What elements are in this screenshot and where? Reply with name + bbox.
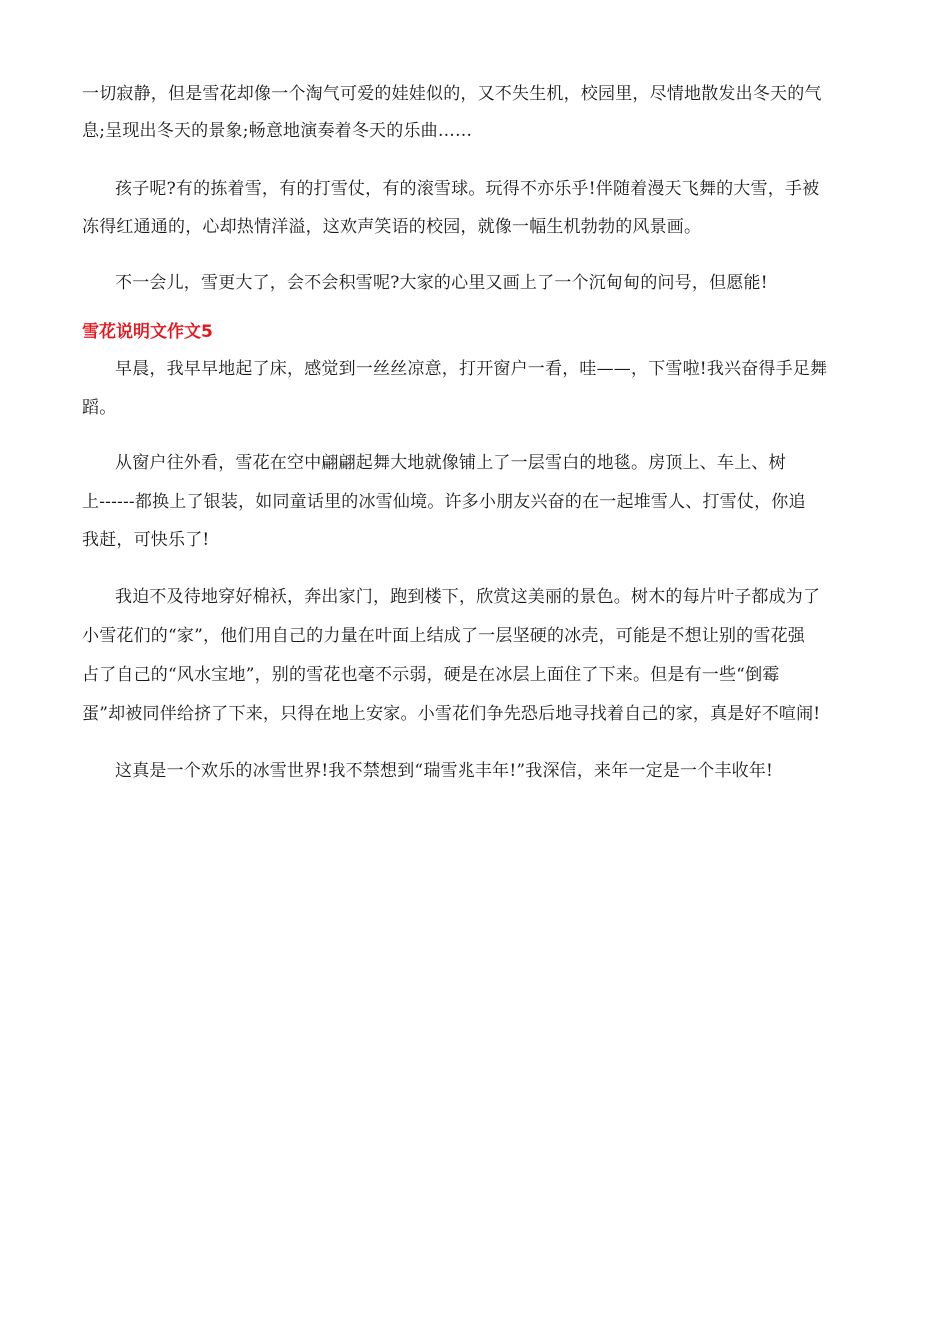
text-line: 小雪花们的“家”，他们用自己的力量在叶面上结成了一层坚硬的冰壳，可能是不想让别的雪花强 xyxy=(82,626,805,646)
text-line: 蛋”却被同伴给挤了下来，只得在地上安家。小雪花们争先恐后地寻找着自己的家，真是好不喧闹! xyxy=(82,704,821,724)
text-line: 我赶，可快乐了! xyxy=(82,530,210,550)
text-line: 早晨，我早早地起了床，感觉到一丝丝凉意，打开窗户一看，哇——，下雪啦!我兴奋得手足舞 xyxy=(115,359,828,379)
text-line: 不一会儿，雪更大了，会不会积雪呢?大家的心里又画上了一个沉甸甸的问号，但愿能! xyxy=(115,273,768,293)
text-line: 占了自己的“风水宝地”，别的雪花也毫不示弱，硬是在冰层上面住了下来。但是有一些“倒霉 xyxy=(82,665,780,685)
text-line: 从窗户往外看，雪花在空中翩翩起舞大地就像铺上了一层雪白的地毯。房顶上、车上、树 xyxy=(115,453,786,473)
text-line: 息;呈现出冬天的景象;畅意地演奏着冬天的乐曲…… xyxy=(82,121,473,141)
section-heading: 雪花说明文作文5 xyxy=(82,322,213,342)
text-line: 一切寂静，但是雪花却像一个淘气可爱的娃娃似的，又不失生机，校园里，尽情地散发出冬天的气 xyxy=(82,84,822,104)
text-line: 上------都换上了银装，如同童话里的冰雪仙境。许多小朋友兴奋的在一起堆雪人、打雪仗，你追 xyxy=(82,492,806,512)
text-line: 孩子呢?有的拣着雪，有的打雪仗，有的滚雪球。玩得不亦乐乎!伴随着漫天飞舞的大雪，手被 xyxy=(115,179,820,199)
text-line: 冻得红通通的，心却热情洋溢，这欢声笑语的校园，就像一幅生机勃勃的风景画。 xyxy=(82,217,702,237)
text-line: 这真是一个欢乐的冰雪世界!我不禁想到“瑞雪兆丰年!”我深信，来年一定是一个丰收年! xyxy=(115,761,774,781)
text-line: 我迫不及待地穿好棉袄，奔出家门，跑到楼下，欣赏这美丽的景色。树木的每片叶子都成为了 xyxy=(115,587,821,607)
text-line: 蹈。 xyxy=(82,398,117,418)
